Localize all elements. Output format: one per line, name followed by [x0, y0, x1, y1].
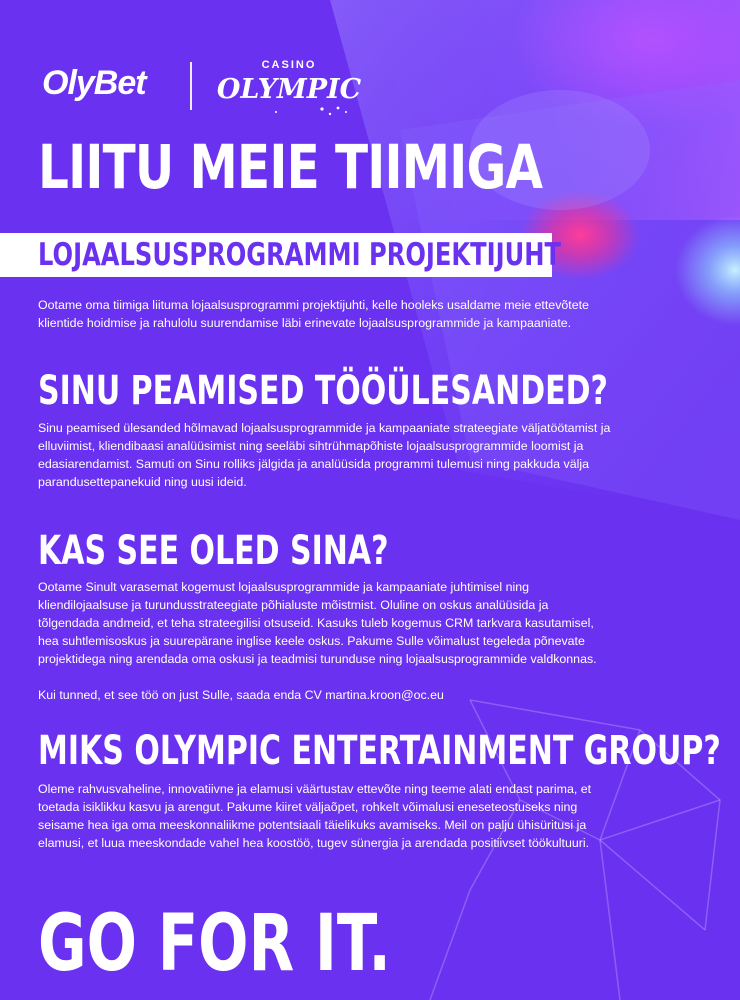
stars-icon: [275, 107, 347, 116]
section-body-tasks: Sinu peamised ülesanded hõlmavad lojaalsusprogrammide ja kampaaniate strateegiate väljatöötamist ja elluviimist, kliendibaasi analüüsimist ning seeläbi sihtrühmapõhiste lojaalsusprogrammide loomist ja edasiarendamist. Samuti on Sinu rolliks jälgida ja analüüsida programmi tulemusi ning pakkuda välja parandusettepanekuid ning uusi ideid.: [38, 421, 611, 489]
casino-logo-name: OLYMPIC: [216, 74, 362, 105]
casino-olympic-logo: [214, 54, 364, 124]
olybet-logo: OlyBet: [42, 64, 146, 102]
section-body-profile: Ootame Sinult varasemat kogemust lojaalsusprogrammide ja kampaaniate juhtimisel ning kliendilojaalsuse ja turundusstrateegiate põhialuste mõistmist. Oluline on oskus analüüsida ja tõlgendada andmeid, et teha strateegilisi otsuseid. Kasuks tuleb kogemus CRM tarkvara kasutamisel, hea suhtlemisoskus ja suurepärane inglise keele oskus. Pakume Sulle võimalust tegeleda põnevate projektidega ning arendada oma oskusi ja teadmisi turunduse ning lojaalsusprogrammide valdkonnas.: [38, 580, 597, 666]
job-title-band: [0, 233, 562, 277]
job-title: LOJAALSUSPROGRAMMI PROJEKTIJUHT: [38, 237, 562, 273]
casino-logo-top: CASINO: [261, 59, 317, 71]
section-heading-company: MIKS OLYMPIC ENTERTAINMENT GROUP?: [38, 728, 721, 774]
brand-logos: [42, 58, 362, 114]
headline: LIITU MEIE TIIMIGA: [38, 132, 543, 203]
cta-slogan: GO FOR IT.: [38, 899, 391, 989]
section-heading-profile: KAS SEE OLED SINA?: [38, 528, 389, 574]
intro-text: Ootame oma tiimiga liituma lojaalsusprogrammi projektijuhti, kelle hooleks usaldame meie ettevõtete klientide hoidmise ja rahulolu suurendamise läbi erinevate lojaalsusprogrammide ja kampaaniate.: [38, 298, 589, 330]
contact-line: Kui tunned, et see töö on just Sulle, saada enda CV martina.kroon@oc.eu: [38, 688, 444, 702]
logo-divider: [190, 62, 192, 110]
section-heading-tasks: SINU PEAMISED TÖÖÜLESANDED?: [38, 368, 608, 414]
section-body-company: Oleme rahvusvaheline, innovatiivne ja elamusi väärtustav ettevõte ning teeme alati endast parima, et toetada isiklikku kasvu ja arengut. Pakume kiiret väljaõpet, rohkelt võimalusi eneseteostuseks ning seisame hea iga oma meeskonnaliikme potentsiaali täielikuks avamiseks. Meil on palju ühisüritusi ja elamusi, et luua meeskondade vahel hea koostöö, tugev sünergia ja arendada positiivset töökultuuri.: [38, 782, 592, 850]
